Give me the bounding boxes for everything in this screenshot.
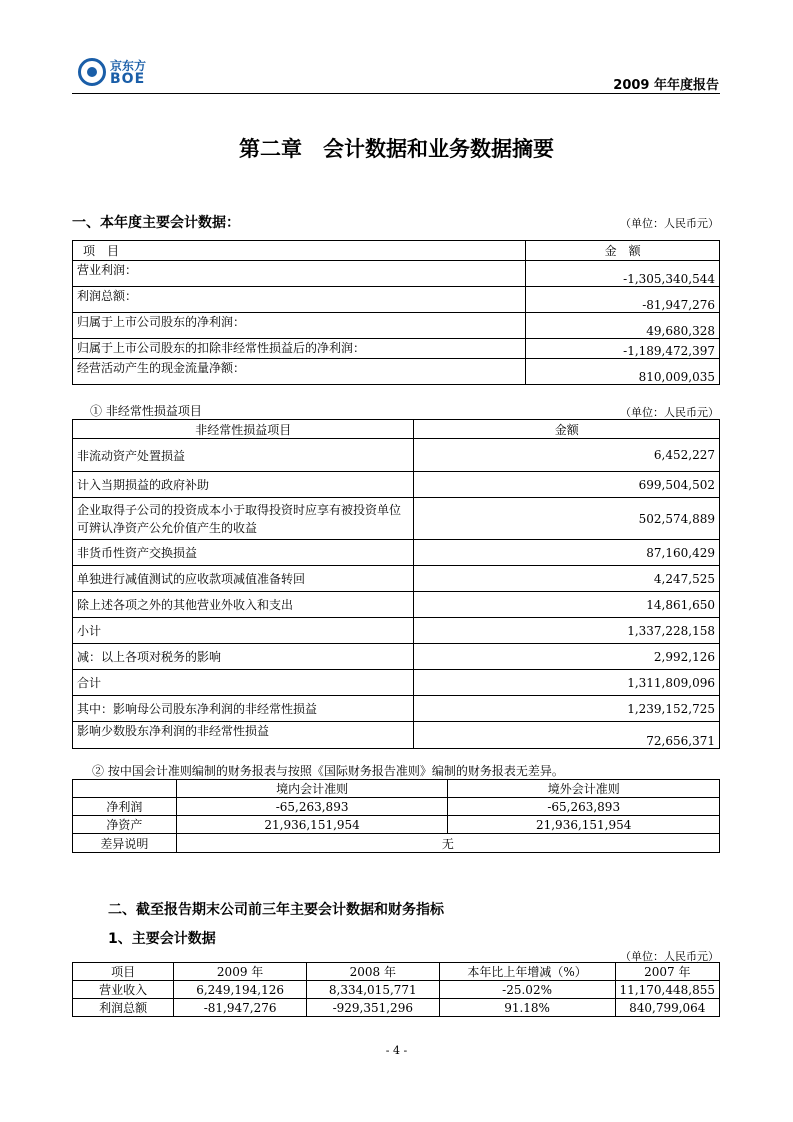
row-label: 净利润	[73, 798, 177, 816]
row-value: 14,861,650	[414, 592, 720, 618]
table-row	[73, 287, 720, 313]
row-label: 非货币性资产交换损益	[73, 540, 414, 566]
table-row	[73, 670, 720, 696]
section2-unit: （单位：人民币元）	[620, 950, 719, 963]
row-label: 企业取得子公司的投资成本小于取得投资时应享有被投资单位可辨认净资产公允价值产生的收益	[73, 498, 414, 540]
table-row	[73, 313, 720, 339]
table-row	[73, 472, 720, 498]
row-domestic: 21,936,151,954	[176, 816, 448, 834]
header-item: 项 目	[73, 241, 526, 261]
standards-title: ② 按中国会计准则编制的财务报表与按照《国际财务报告准则》编制的财务报表无差异。	[92, 764, 564, 778]
diff-label: 差异说明	[73, 834, 177, 853]
section2-subtitle: 1、主要会计数据	[108, 931, 216, 947]
table-row	[73, 540, 720, 566]
row-value: -1,305,340,544	[526, 261, 720, 287]
section1-unit: （单位：人民币元）	[620, 217, 719, 230]
row-domestic: -65,263,893	[176, 798, 448, 816]
table-row	[73, 999, 720, 1017]
table-row	[73, 439, 720, 472]
row-value: -81,947,276	[526, 287, 720, 313]
header-blank	[73, 780, 177, 798]
row-2007: 840,799,064	[615, 999, 719, 1017]
logo-cn: 京东方	[110, 59, 147, 73]
row-2009: 6,249,194,126	[174, 981, 307, 999]
row-foreign: -65,263,893	[448, 798, 720, 816]
row-value: 49,680,328	[526, 313, 720, 339]
row-label: 单独进行减值测试的应收款项减值准备转回	[73, 566, 414, 592]
table-header	[73, 420, 720, 439]
section2-title: 二、截至报告期末公司前三年主要会计数据和财务指标	[108, 902, 444, 918]
row-2007: 11,170,448,855	[615, 981, 719, 999]
header-2007: 2007 年	[615, 963, 719, 981]
page-number: - 4 -	[385, 1044, 408, 1057]
row-2008: 8,334,015,771	[306, 981, 439, 999]
row-value: -1,189,472,397	[526, 339, 720, 359]
table-row	[73, 339, 720, 359]
table-header	[73, 780, 720, 798]
row-label: 减：以上各项对税务的影响	[73, 644, 414, 670]
boe-logo-icon	[78, 58, 106, 86]
row-label: 非流动资产处置损益	[73, 439, 414, 472]
header-amount: 金额	[414, 420, 720, 439]
table-row	[73, 498, 720, 540]
table-row	[73, 644, 720, 670]
three-year-table	[72, 962, 720, 1017]
row-label: 营业利润：	[73, 261, 526, 287]
table-row	[73, 696, 720, 722]
row-label: 计入当期损益的政府补助	[73, 472, 414, 498]
main-accounting-table	[72, 240, 720, 385]
header-change: 本年比上年增减（%）	[439, 963, 615, 981]
row-label: 除上述各项之外的其他营业外收入和支出	[73, 592, 414, 618]
row-change: 91.18%	[439, 999, 615, 1017]
table-row	[73, 798, 720, 816]
row-label: 影响少数股东净利润的非经常性损益	[73, 722, 414, 749]
row-value: 1,239,152,725	[414, 696, 720, 722]
header-2008: 2008 年	[306, 963, 439, 981]
row-value: 1,311,809,096	[414, 670, 720, 696]
row-label: 小计	[73, 618, 414, 644]
table-header	[73, 241, 720, 261]
table-row	[73, 722, 720, 749]
table-row	[73, 834, 720, 853]
row-label: 利润总额：	[73, 287, 526, 313]
row-value: 6,452,227	[414, 439, 720, 472]
table-row	[73, 618, 720, 644]
table-row	[73, 359, 720, 385]
table-header	[73, 963, 720, 981]
diff-value: 无	[176, 834, 719, 853]
row-value: 699,504,502	[414, 472, 720, 498]
header-domestic: 境内会计准则	[176, 780, 448, 798]
header-rule	[72, 93, 720, 94]
nonrecurring-table	[72, 419, 720, 749]
standards-table	[72, 779, 720, 853]
row-label: 合计	[73, 670, 414, 696]
table-row	[73, 261, 720, 287]
table-row	[73, 566, 720, 592]
nonrecurring-unit: （单位：人民币元）	[620, 406, 719, 419]
row-value: 810,009,035	[526, 359, 720, 385]
table-row	[73, 816, 720, 834]
row-change: -25.02%	[439, 981, 615, 999]
row-label: 其中：影响母公司股东净利润的非经常性损益	[73, 696, 414, 722]
header-foreign: 境外会计准则	[448, 780, 720, 798]
header-item: 项目	[73, 963, 174, 981]
header-amount: 金 额	[526, 241, 720, 261]
row-value: 87,160,429	[414, 540, 720, 566]
table-row	[73, 592, 720, 618]
header-item: 非经常性损益项目	[73, 420, 414, 439]
row-label: 净资产	[73, 816, 177, 834]
row-label: 归属于上市公司股东的扣除非经常性损益后的净利润：	[73, 339, 526, 359]
logo-en: BOE	[110, 71, 146, 87]
row-value: 4,247,525	[414, 566, 720, 592]
row-label: 利润总额	[73, 999, 174, 1017]
nonrecurring-title: ① 非经常性损益项目	[90, 404, 202, 418]
table-row	[73, 981, 720, 999]
row-2009: -81,947,276	[174, 999, 307, 1017]
report-title: 2009 年年度报告	[613, 78, 719, 93]
row-value: 1,337,228,158	[414, 618, 720, 644]
row-value: 502,574,889	[414, 498, 720, 540]
chapter-title: 第二章 会计数据和业务数据摘要	[239, 137, 554, 161]
row-2008: -929,351,296	[306, 999, 439, 1017]
row-label: 营业收入	[73, 981, 174, 999]
row-label: 归属于上市公司股东的净利润：	[73, 313, 526, 339]
row-value: 2,992,126	[414, 644, 720, 670]
section1-title: 一、本年度主要会计数据：	[72, 215, 240, 231]
header-2009: 2009 年	[174, 963, 307, 981]
row-value: 72,656,371	[414, 722, 720, 749]
row-label: 经营活动产生的现金流量净额：	[73, 359, 526, 385]
row-foreign: 21,936,151,954	[448, 816, 720, 834]
